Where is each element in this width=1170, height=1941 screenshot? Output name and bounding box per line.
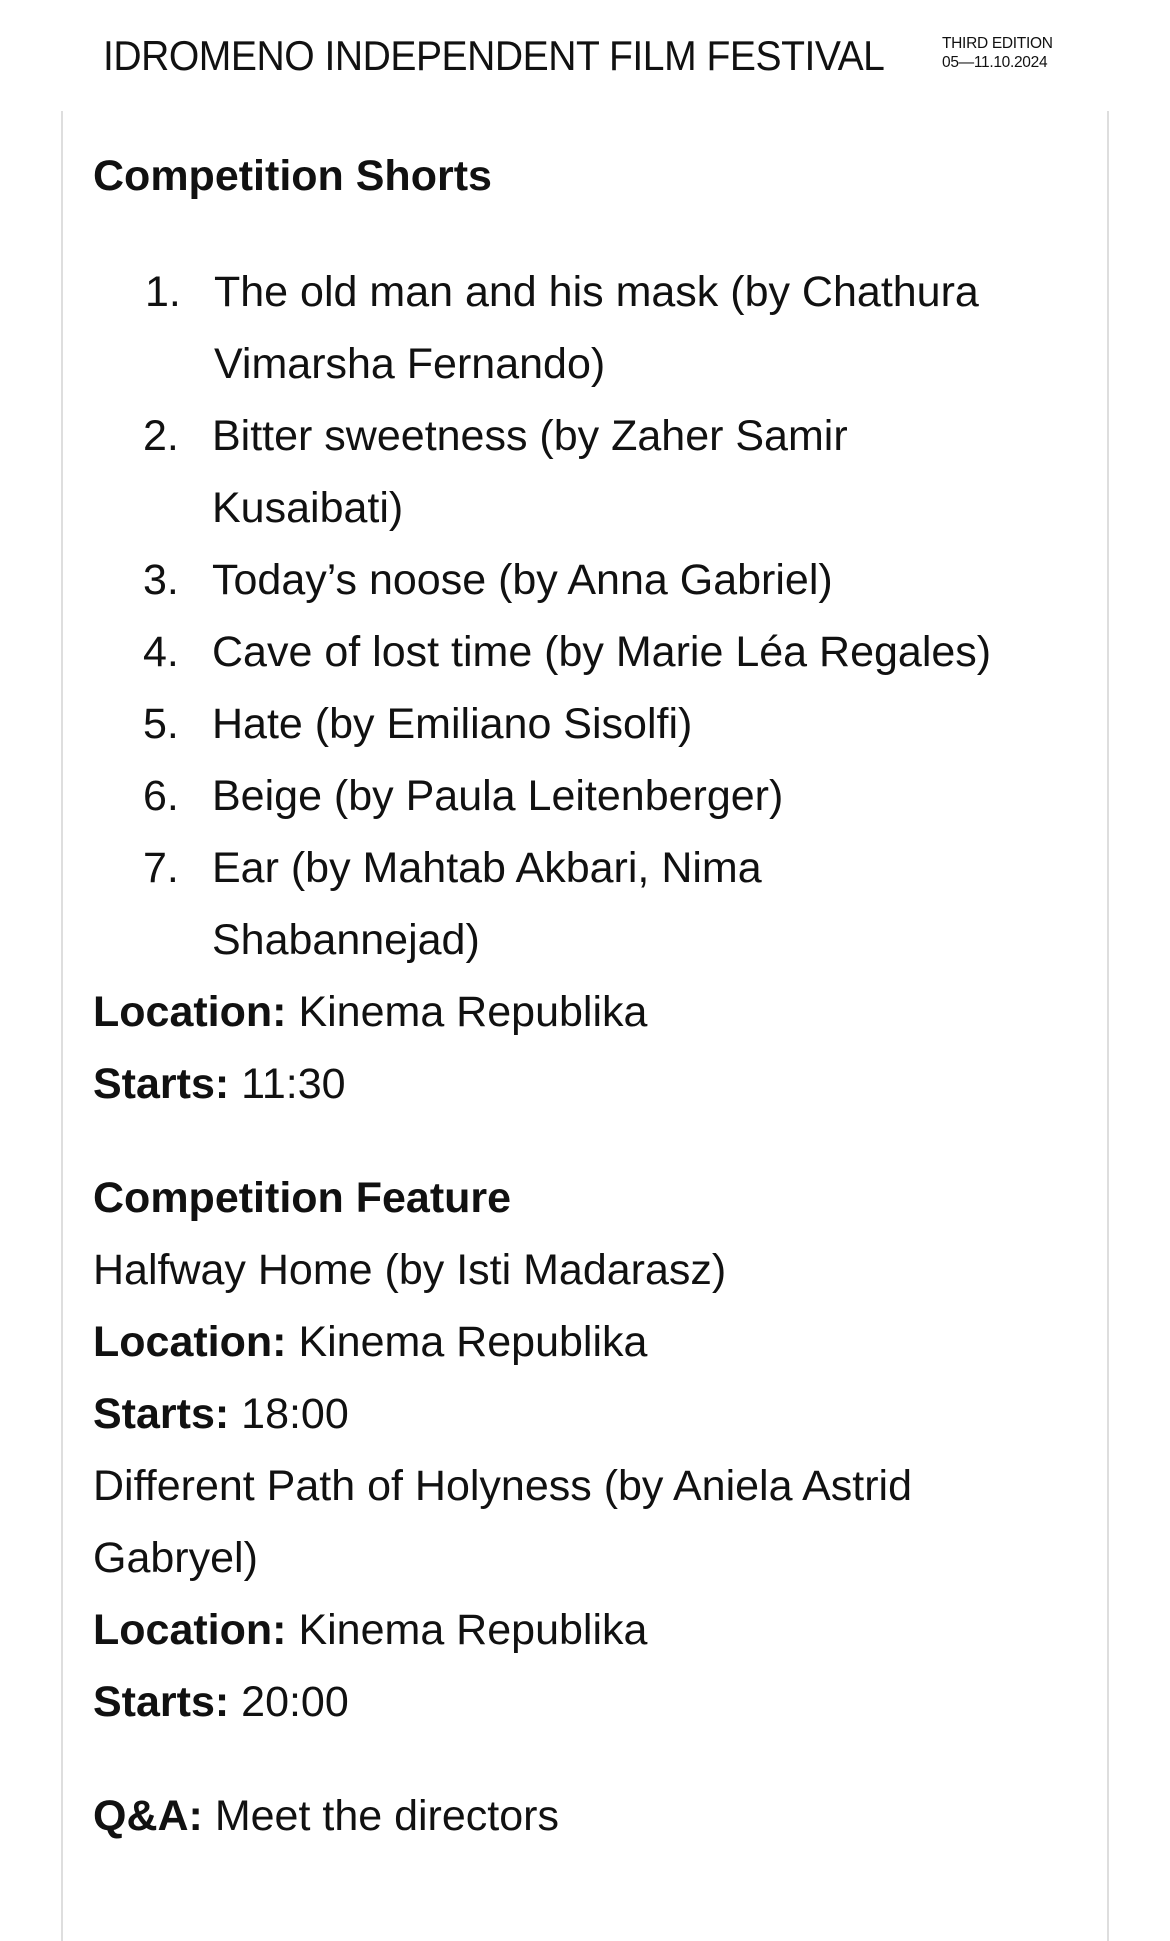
starts-value: 11:30 xyxy=(241,1060,346,1108)
shorts-item-4-number: 4. xyxy=(143,628,179,676)
edition-info xyxy=(942,34,1053,72)
edition-label: THIRD EDITION xyxy=(942,35,1053,52)
shorts-item-1-title: The old man and his mask (by Chathura xyxy=(214,268,979,316)
location-value: Kinema Republika xyxy=(298,1318,648,1366)
shorts-item-5-title: Hate (by Emiliano Sisolfi) xyxy=(212,700,693,748)
shorts-item-5-number: 5. xyxy=(143,700,179,748)
starts-label: Starts: xyxy=(93,1678,230,1726)
shorts-item-7-number: 7. xyxy=(143,844,179,892)
shorts-heading: Competition Shorts xyxy=(93,152,492,200)
shorts-item-4-title: Cave of lost time (by Marie Léa Regales) xyxy=(212,628,992,676)
qa-value: Meet the directors xyxy=(214,1792,559,1840)
shorts-item-6-title: Beige (by Paula Leitenberger) xyxy=(212,772,784,820)
shorts-item-3-number: 3. xyxy=(143,556,179,604)
feature-film-1-starts xyxy=(93,1378,349,1450)
shorts-item-6-number: 6. xyxy=(143,772,179,820)
starts-label: Starts: xyxy=(93,1390,230,1438)
shorts-starts xyxy=(93,1048,346,1120)
feature-film-2-title: Different Path of Holyness (by Aniela Astrid xyxy=(93,1462,913,1510)
feature-film-1-title: Halfway Home (by Isti Madarasz) xyxy=(93,1246,727,1294)
shorts-item-2-title-cont: Kusaibati) xyxy=(212,484,404,532)
feature-film-2-title-cont: Gabryel) xyxy=(93,1534,258,1582)
feature-film-2-location xyxy=(93,1594,647,1666)
qa-line xyxy=(93,1780,559,1852)
location-value: Kinema Republika xyxy=(298,988,648,1036)
shorts-item-1-title-cont: Vimarsha Fernando) xyxy=(214,340,606,388)
feature-film-2-starts xyxy=(93,1666,349,1738)
shorts-item-1-number: 1. xyxy=(145,268,181,316)
starts-value: 20:00 xyxy=(241,1678,349,1726)
location-value: Kinema Republika xyxy=(298,1606,648,1654)
feature-film-1-location xyxy=(93,1306,647,1378)
shorts-item-7-title: Ear (by Mahtab Akbari, Nima xyxy=(212,844,762,892)
starts-value: 18:00 xyxy=(241,1390,349,1438)
shorts-location xyxy=(93,976,647,1048)
festival-title: IDROMENO INDEPENDENT FILM FESTIVAL xyxy=(103,32,885,79)
shorts-item-2-number: 2. xyxy=(143,412,179,460)
feature-heading: Competition Feature xyxy=(93,1174,512,1222)
qa-label: Q&A: xyxy=(93,1792,203,1840)
festival-header xyxy=(0,0,1170,110)
shorts-item-7-title-cont: Shabannejad) xyxy=(212,916,480,964)
shorts-item-3-title: Today’s noose (by Anna Gabriel) xyxy=(212,556,833,604)
location-label: Location: xyxy=(93,1318,287,1366)
starts-label: Starts: xyxy=(93,1060,230,1108)
festival-dates: 05—11.10.2024 xyxy=(942,54,1048,71)
shorts-item-2-title: Bitter sweetness (by Zaher Samir xyxy=(212,412,848,460)
location-label: Location: xyxy=(93,1606,287,1654)
location-label: Location: xyxy=(93,988,287,1036)
